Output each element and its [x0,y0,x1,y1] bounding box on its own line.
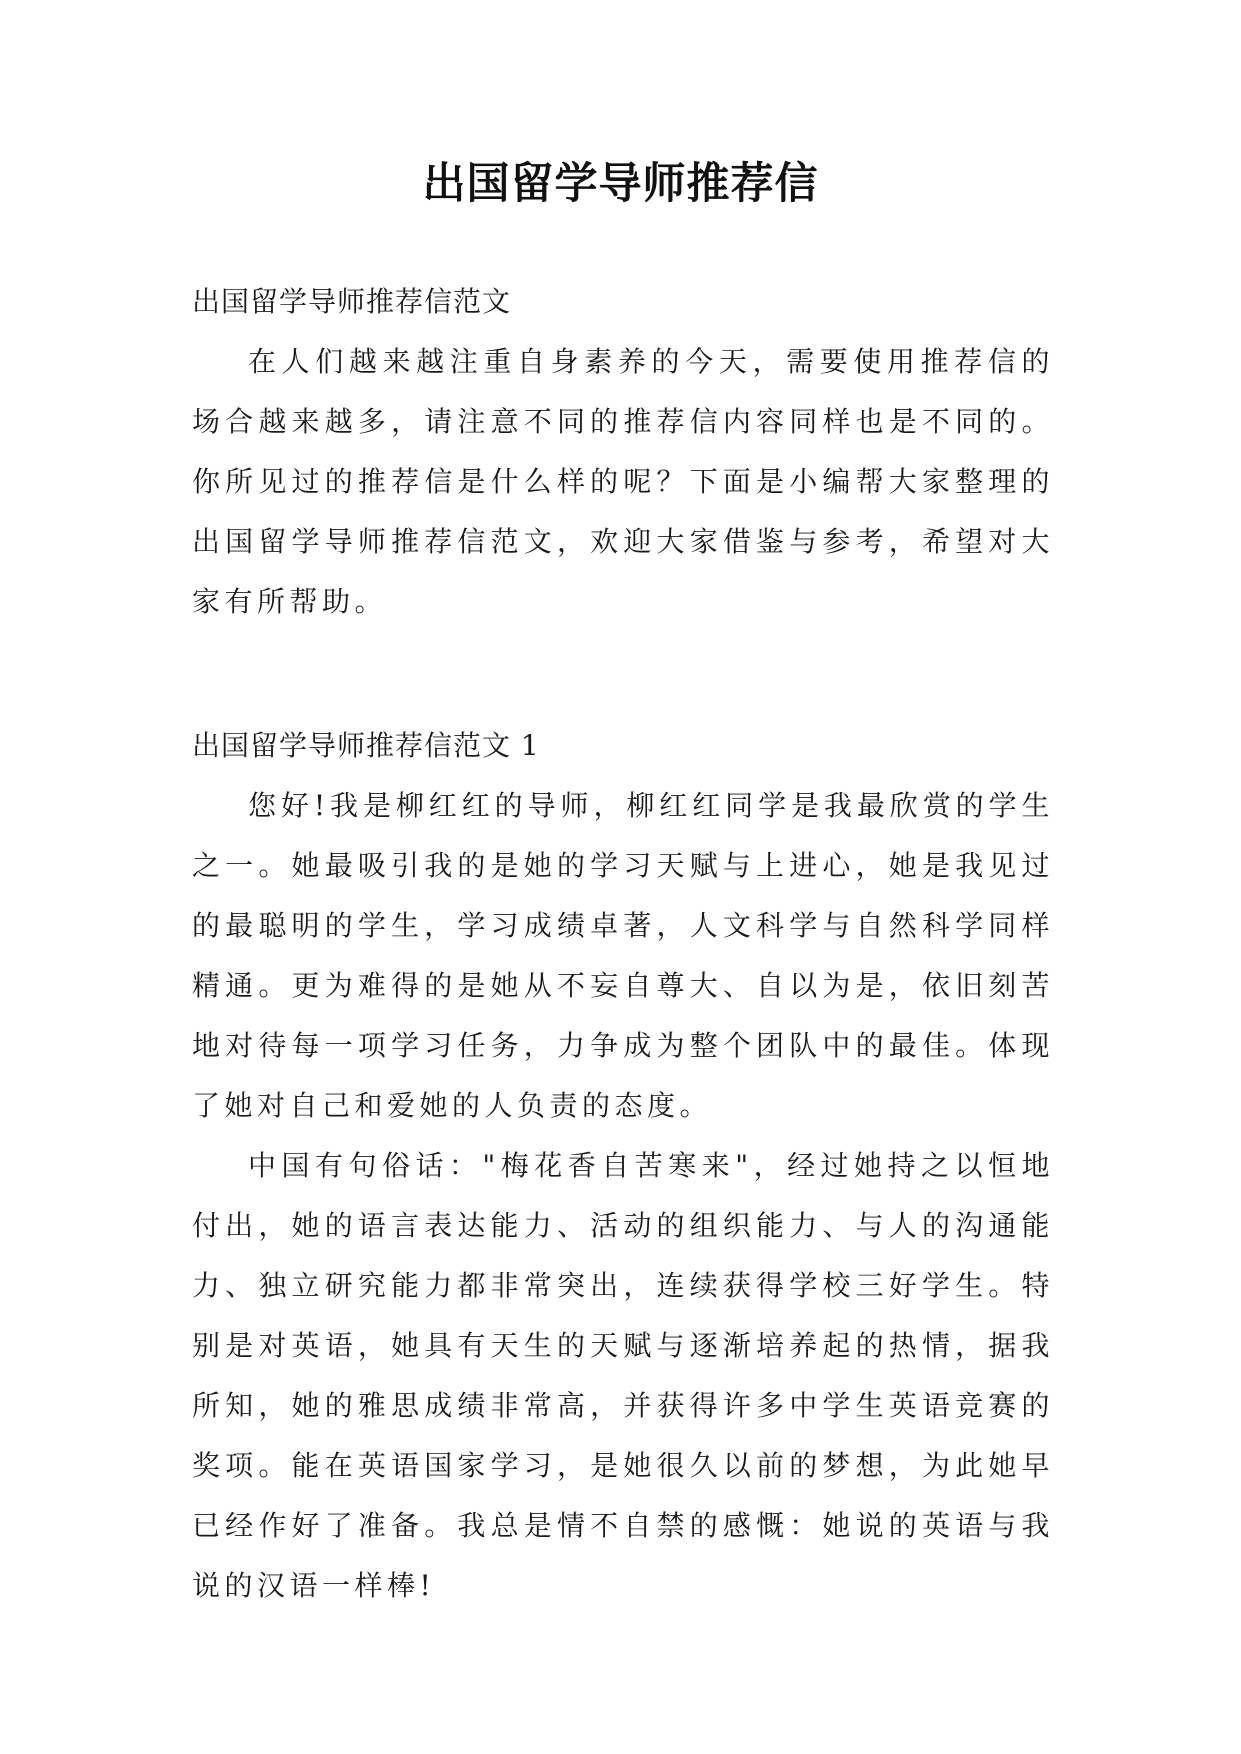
document-title: 出国留学导师推荐信 [422,159,819,209]
paragraph: 中国有句俗话："梅花香自苦寒来"，经过她持之以恒地付出，她的语言表达能力、活动的组织能力、与人的沟通能力、独立研究能力都非常突出，连续获得学校三好学生。特别是对英语，她具有天生的天赋与逐渐培养起的热情，据我所知，她的雅思成绩非常高，并获得许多中学生英语竞赛的奖项。能在英语国家学习，是她很久以前的梦想，为此她早已经作好了准备。我总是情不自禁的感慨：她说的英语与我说的汉语一样棒! [192,1149,1054,1602]
section-heading: 出国留学导师推荐信范文 [192,285,512,318]
document-body [192,272,1054,1616]
section-spacer [192,632,1054,716]
paragraph: 在人们越来越注重自身素养的今天，需要使用推荐信的场合越来越多，请注意不同的推荐信内容同样也是不同的。你所见过的推荐信是什么样的呢？下面是小编帮大家整理的出国留学导师推荐信范文，欢迎大家借鉴与参考，希望对大家有所帮助。 [192,345,1054,618]
section-heading: 出国留学导师推荐信范文 1 [192,729,540,762]
paragraph: 您好!我是柳红红的导师，柳红红同学是我最欣赏的学生之一。她最吸引我的是她的学习天赋与上进心，她是我见过的最聪明的学生，学习成绩卓著，人文科学与自然科学同样精通。更为难得的是她从不妄自尊大、自以为是，依旧刻苦地对待每一项学习任务，力争成为整个团队中的最佳。体现了她对自己和爱她的人负责的态度。 [192,789,1054,1122]
